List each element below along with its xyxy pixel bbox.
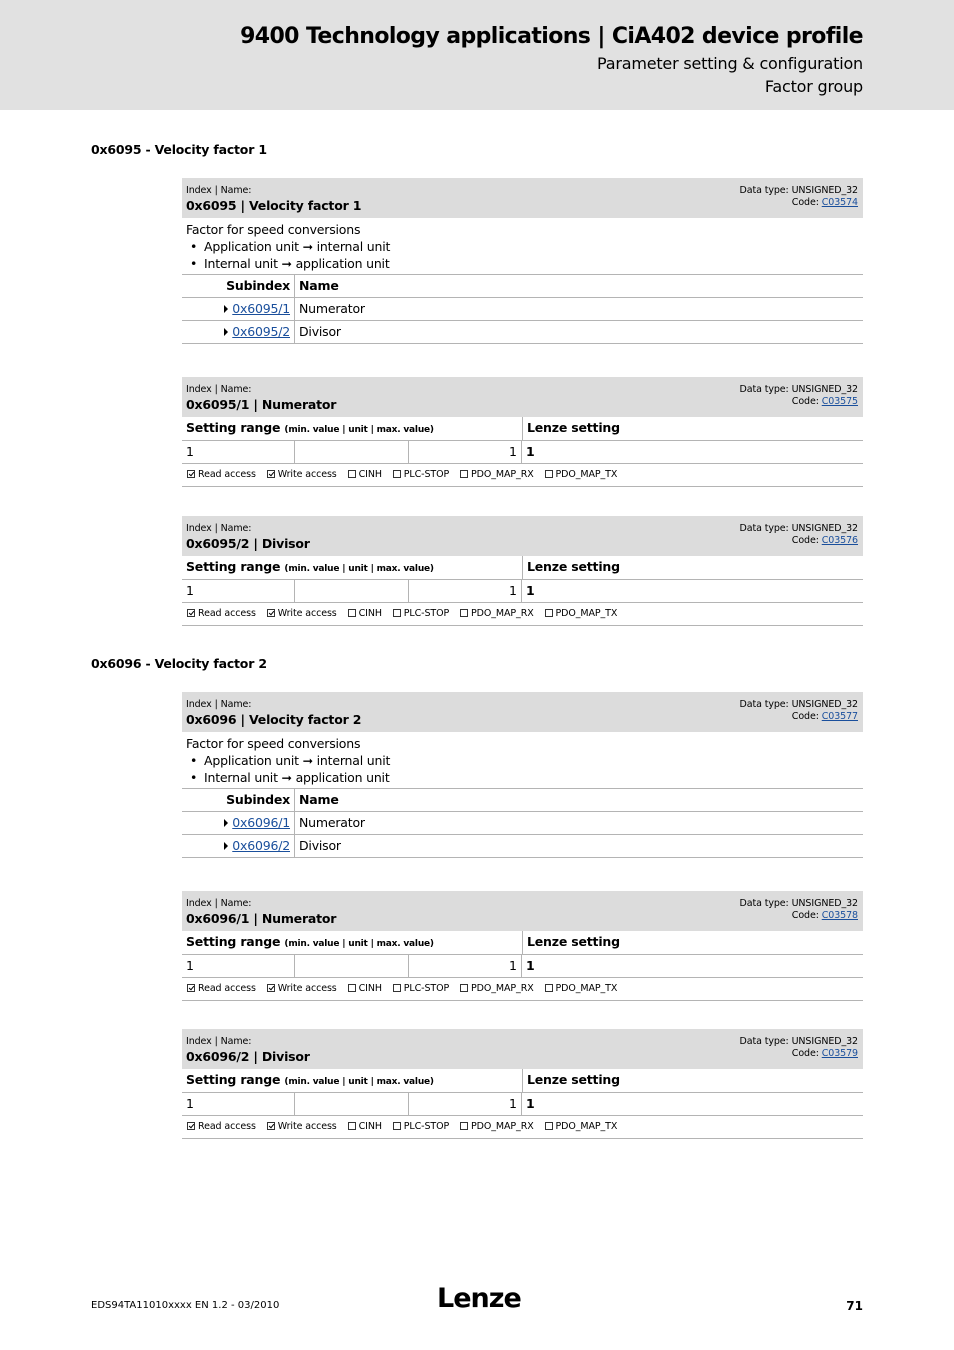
subindex-header-row	[182, 789, 863, 812]
index-name-label: Index | Name:	[186, 523, 252, 534]
code-label: Code:	[791, 711, 819, 722]
section-heading: 0x6095 - Velocity factor 1	[91, 142, 267, 157]
subparameter-block	[182, 1029, 863, 1139]
bullet-item: • Internal unit ➞ application unit	[186, 255, 859, 272]
plc-stop: PLC-STOP	[403, 1121, 450, 1132]
checkbox-checked-icon	[267, 609, 275, 617]
checkbox-empty-icon	[545, 984, 553, 992]
access-row	[182, 464, 863, 487]
description	[182, 218, 863, 275]
parameter-header	[182, 516, 863, 556]
checkbox-checked-icon	[187, 984, 195, 992]
parameter-title: 0x6096 | Velocity factor 2	[186, 712, 362, 727]
code-link[interactable]: C03578	[821, 910, 858, 921]
description-text: Factor for speed conversions	[186, 736, 361, 751]
cinh: CINH	[358, 469, 382, 480]
setting-range-note: (min. value | unit | max. value)	[284, 939, 434, 949]
description	[182, 732, 863, 789]
subindex-link[interactable]: 0x6095/2	[232, 324, 290, 339]
pdo-map-tx: PDO_MAP_TX	[555, 469, 618, 480]
min-value: 1	[182, 441, 295, 463]
setting-range-header	[182, 556, 863, 580]
setting-range-label	[186, 1069, 434, 1093]
table-row	[182, 812, 863, 835]
parameter-title: 0x6095 | Velocity factor 1	[186, 198, 362, 213]
code-line	[792, 711, 858, 722]
data-type: Data type: UNSIGNED_32	[739, 523, 858, 534]
setting-range-label	[186, 931, 434, 955]
section-heading: 0x6096 - Velocity factor 2	[91, 656, 267, 671]
setting-range-text: Setting range	[186, 934, 281, 949]
read-access: Read access	[198, 983, 256, 994]
checkbox-empty-icon	[393, 1122, 401, 1130]
table-row	[182, 321, 863, 344]
pdo-map-rx: PDO_MAP_RX	[471, 608, 534, 619]
data-type: Data type: UNSIGNED_32	[739, 898, 858, 909]
page-number: 71	[846, 1299, 863, 1313]
parameter-title: 0x6095/2 | Divisor	[186, 536, 310, 551]
triangle-right-icon	[224, 842, 228, 850]
data-type: Data type: UNSIGNED_32	[739, 384, 858, 395]
lenze-value: 1	[526, 958, 535, 973]
table-row	[182, 835, 863, 858]
checkbox-empty-icon	[393, 609, 401, 617]
parameter-header	[182, 178, 863, 218]
checkbox-checked-icon	[187, 609, 195, 617]
setting-range-label	[186, 417, 434, 441]
checkbox-empty-icon	[545, 1122, 553, 1130]
setting-range-text: Setting range	[186, 420, 281, 435]
pdo-map-rx: PDO_MAP_RX	[471, 469, 534, 480]
checkbox-checked-icon	[187, 470, 195, 478]
write-access: Write access	[277, 608, 337, 619]
min-value: 1	[182, 955, 295, 977]
value-row	[182, 1093, 863, 1116]
checkbox-checked-icon	[267, 1122, 275, 1130]
subindex-cell	[182, 298, 295, 320]
checkbox-checked-icon	[267, 984, 275, 992]
read-access: Read access	[198, 608, 256, 619]
setting-range-text: Setting range	[186, 1072, 281, 1087]
code-line	[792, 197, 858, 208]
checkbox-empty-icon	[545, 470, 553, 478]
read-access: Read access	[198, 1121, 256, 1132]
write-access: Write access	[277, 469, 337, 480]
setting-range-header	[182, 931, 863, 955]
parameter-header	[182, 692, 863, 732]
unit-value	[295, 955, 409, 977]
pdo-map-tx: PDO_MAP_TX	[555, 608, 618, 619]
write-access: Write access	[277, 983, 337, 994]
code-line	[792, 1048, 858, 1059]
checkbox-empty-icon	[393, 984, 401, 992]
checkbox-empty-icon	[460, 609, 468, 617]
code-label: Code:	[791, 396, 819, 407]
parameter-title: 0x6096/2 | Divisor	[186, 1049, 310, 1064]
setting-range-note: (min. value | unit | max. value)	[284, 1077, 434, 1087]
checkbox-empty-icon	[348, 609, 356, 617]
code-label: Code:	[791, 1048, 819, 1059]
value-row	[182, 955, 863, 978]
setting-range-note: (min. value | unit | max. value)	[284, 425, 434, 435]
bullet-item: • Application unit ➞ internal unit	[186, 752, 859, 769]
header-title: 9400 Technology applications | CiA402 device profile	[240, 24, 863, 49]
checkbox-empty-icon	[545, 609, 553, 617]
unit-value	[295, 1093, 409, 1115]
name-cell: Divisor	[299, 324, 341, 339]
col-name: Name	[299, 792, 339, 807]
max-value: 1	[409, 955, 522, 977]
access-row	[182, 1116, 863, 1139]
unit-value	[295, 441, 409, 463]
subindex-cell	[182, 835, 295, 857]
max-value: 1	[409, 580, 522, 602]
lenze-setting-label: Lenze setting	[522, 931, 620, 954]
description-text: Factor for speed conversions	[186, 222, 361, 237]
parameter-title: 0x6095/1 | Numerator	[186, 397, 337, 412]
plc-stop: PLC-STOP	[403, 608, 450, 619]
access-row	[182, 978, 863, 1001]
code-label: Code:	[791, 910, 819, 921]
plc-stop: PLC-STOP	[403, 983, 450, 994]
code-label: Code:	[791, 535, 819, 546]
lenze-setting-label: Lenze setting	[522, 417, 620, 440]
value-row	[182, 580, 863, 603]
read-access: Read access	[198, 469, 256, 480]
table-row	[182, 298, 863, 321]
page-header	[0, 0, 954, 110]
subparameter-block	[182, 377, 863, 487]
checkbox-empty-icon	[460, 1122, 468, 1130]
index-name-label: Index | Name:	[186, 1036, 252, 1047]
checkbox-empty-icon	[393, 470, 401, 478]
pdo-map-rx: PDO_MAP_RX	[471, 983, 534, 994]
max-value: 1	[409, 441, 522, 463]
checkbox-empty-icon	[348, 1122, 356, 1130]
col-subindex: Subindex	[182, 789, 295, 811]
pdo-map-rx: PDO_MAP_RX	[471, 1121, 534, 1132]
triangle-right-icon	[224, 328, 228, 336]
code-line	[792, 910, 858, 921]
max-value: 1	[409, 1093, 522, 1115]
lenze-setting-label: Lenze setting	[522, 1069, 620, 1092]
code-label: Code:	[791, 197, 819, 208]
parameter-header	[182, 891, 863, 931]
checkbox-checked-icon	[267, 470, 275, 478]
subparameter-block	[182, 516, 863, 626]
index-name-label: Index | Name:	[186, 699, 252, 710]
col-subindex: Subindex	[182, 275, 295, 297]
checkbox-empty-icon	[460, 984, 468, 992]
name-cell: Numerator	[299, 301, 365, 316]
lenze-setting-label: Lenze setting	[522, 556, 620, 579]
footer-doc-id: EDS94TA11010xxxx EN 1.2 - 03/2010	[91, 1300, 280, 1311]
plc-stop: PLC-STOP	[403, 469, 450, 480]
pdo-map-tx: PDO_MAP_TX	[555, 983, 618, 994]
name-cell: Divisor	[299, 838, 341, 853]
parameter-block	[182, 692, 863, 858]
code-link[interactable]: C03574	[821, 197, 858, 208]
min-value: 1	[182, 580, 295, 602]
lenze-value: 1	[526, 583, 535, 598]
parameter-block	[182, 178, 863, 344]
name-cell: Numerator	[299, 815, 365, 830]
subindex-cell	[182, 812, 295, 834]
bullet-item: • Application unit ➞ internal unit	[186, 238, 859, 255]
subindex-cell	[182, 321, 295, 343]
subindex-link[interactable]: 0x6096/1	[232, 815, 290, 830]
header-subtitle: Parameter setting & configuration	[597, 54, 863, 73]
bullet-item: • Internal unit ➞ application unit	[186, 769, 859, 786]
code-link[interactable]: C03576	[821, 535, 858, 546]
lenze-value: 1	[526, 1096, 535, 1111]
setting-range-header	[182, 1069, 863, 1093]
data-type: Data type: UNSIGNED_32	[739, 1036, 858, 1047]
col-name: Name	[299, 278, 339, 293]
parameter-header	[182, 377, 863, 417]
index-name-label: Index | Name:	[186, 384, 252, 395]
subindex-header-row	[182, 275, 863, 298]
subindex-link[interactable]: 0x6095/1	[232, 301, 290, 316]
parameter-title: 0x6096/1 | Numerator	[186, 911, 337, 926]
code-link[interactable]: C03575	[821, 396, 858, 407]
write-access: Write access	[277, 1121, 337, 1132]
data-type: Data type: UNSIGNED_32	[739, 699, 858, 710]
data-type: Data type: UNSIGNED_32	[739, 185, 858, 196]
subindex-link[interactable]: 0x6096/2	[232, 838, 290, 853]
setting-range-label	[186, 556, 434, 580]
unit-value	[295, 580, 409, 602]
triangle-right-icon	[224, 819, 228, 827]
checkbox-checked-icon	[187, 1122, 195, 1130]
checkbox-empty-icon	[348, 470, 356, 478]
checkbox-empty-icon	[460, 470, 468, 478]
triangle-right-icon	[224, 305, 228, 313]
setting-range-header	[182, 417, 863, 441]
code-line	[792, 396, 858, 407]
setting-range-text: Setting range	[186, 559, 281, 574]
lenze-value: 1	[526, 444, 535, 459]
cinh: CINH	[358, 608, 382, 619]
header-subtitle-2: Factor group	[764, 77, 863, 96]
lenze-logo: Lenze	[437, 1283, 521, 1314]
value-row	[182, 441, 863, 464]
setting-range-note: (min. value | unit | max. value)	[284, 564, 434, 574]
index-name-label: Index | Name:	[186, 185, 252, 196]
access-row	[182, 603, 863, 626]
code-line	[792, 535, 858, 546]
checkbox-empty-icon	[348, 984, 356, 992]
code-link[interactable]: C03577	[821, 711, 858, 722]
cinh: CINH	[358, 983, 382, 994]
parameter-header	[182, 1029, 863, 1069]
subparameter-block	[182, 891, 863, 1001]
cinh: CINH	[358, 1121, 382, 1132]
min-value: 1	[182, 1093, 295, 1115]
pdo-map-tx: PDO_MAP_TX	[555, 1121, 618, 1132]
index-name-label: Index | Name:	[186, 898, 252, 909]
code-link[interactable]: C03579	[821, 1048, 858, 1059]
